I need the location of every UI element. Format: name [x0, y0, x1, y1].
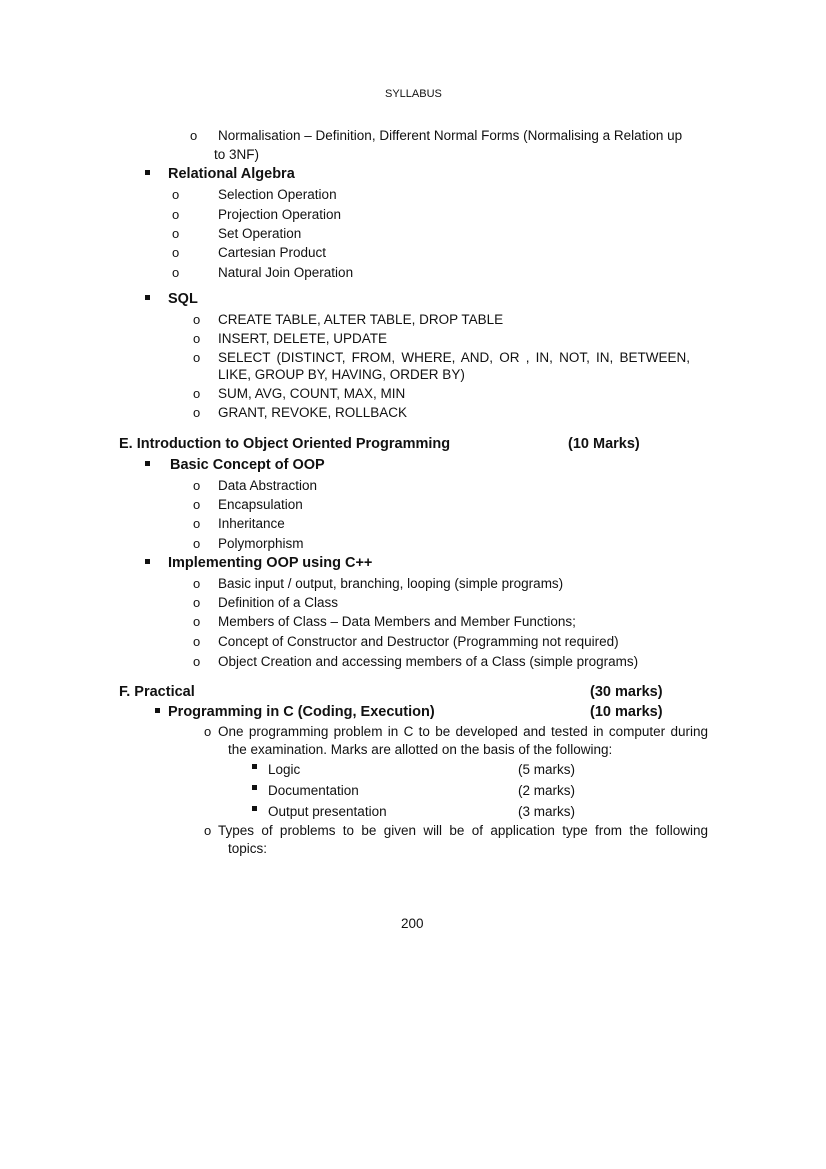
square-bullet-icon — [145, 559, 150, 564]
list-item: Object Creation and accessing members of a Class (simple programs) — [218, 654, 639, 669]
circle-bullet-icon: o — [193, 576, 201, 591]
list-item: Definition of a Class — [218, 595, 339, 610]
square-bullet-icon — [252, 785, 257, 790]
list-item: Data Abstraction — [218, 478, 318, 493]
circle-bullet-icon: o — [193, 654, 201, 669]
programming-in-c-heading: Programming in C (Coding, Execution) — [168, 704, 435, 720]
list-item: SELECT (DISTINCT, FROM, WHERE, AND, OR , IN, NOT, IN, BETWEEN, — [218, 350, 690, 365]
square-bullet-icon — [145, 461, 150, 466]
normalisation-line1: Normalisation – Definition, Different Normal Forms (Normalising a Relation up — [218, 128, 683, 143]
list-item: GRANT, REVOKE, ROLLBACK — [218, 405, 408, 420]
circle-bullet-icon: o — [193, 595, 201, 610]
circle-bullet-icon: o — [172, 265, 180, 280]
list-item: Selection Operation — [218, 187, 337, 202]
section-f-heading: F. Practical — [119, 684, 195, 700]
square-bullet-icon — [252, 764, 257, 769]
circle-bullet-icon: o — [193, 350, 201, 365]
list-item: Inheritance — [218, 516, 285, 531]
page-header: SYLLABUS — [385, 88, 442, 100]
types-line1: Types of problems to be given will be of application type from the following — [218, 823, 708, 838]
criteria-label: Documentation — [268, 783, 359, 798]
criteria-marks: (5 marks) — [518, 762, 575, 777]
section-e-marks: (10 Marks) — [568, 436, 640, 452]
circle-bullet-icon: o — [193, 331, 201, 346]
criteria-marks: (2 marks) — [518, 783, 575, 798]
list-item: Basic input / output, branching, looping (simple programs) — [218, 576, 564, 591]
circle-bullet-icon: o — [193, 516, 201, 531]
circle-bullet-icon: o — [193, 614, 201, 629]
circle-bullet-icon: o — [193, 497, 201, 512]
list-item: Natural Join Operation — [218, 265, 354, 280]
list-item: SUM, AVG, COUNT, MAX, MIN — [218, 386, 406, 401]
circle-bullet-icon: o — [172, 226, 180, 241]
list-item: Concept of Constructor and Destructor (Programming not required) — [218, 634, 619, 649]
criteria-marks: (3 marks) — [518, 804, 575, 819]
circle-bullet-icon: o — [190, 128, 198, 143]
types-line2: topics: — [228, 841, 268, 856]
section-f-marks: (30 marks) — [590, 684, 663, 700]
circle-bullet-icon: o — [172, 245, 180, 260]
relational-algebra-heading: Relational Algebra — [168, 166, 295, 182]
square-bullet-icon — [252, 806, 257, 811]
circle-bullet-icon: o — [193, 405, 201, 420]
criteria-label: Output presentation — [268, 804, 387, 819]
criteria-label: Logic — [268, 762, 301, 777]
section-e-heading: E. Introduction to Object Oriented Programming — [119, 436, 451, 452]
circle-bullet-icon: o — [193, 634, 201, 649]
list-item: Polymorphism — [218, 536, 304, 551]
circle-bullet-icon: o — [204, 724, 212, 739]
square-bullet-icon — [155, 708, 160, 713]
problem-line2: the examination. Marks are allotted on the basis of the following: — [228, 742, 613, 757]
circle-bullet-icon: o — [172, 187, 180, 202]
list-item: CREATE TABLE, ALTER TABLE, DROP TABLE — [218, 312, 504, 327]
circle-bullet-icon: o — [193, 312, 201, 327]
page-number: 200 — [401, 916, 424, 931]
normalisation-line2: to 3NF) — [214, 147, 260, 162]
list-item: Encapsulation — [218, 497, 303, 512]
sql-heading: SQL — [168, 291, 198, 307]
list-item-continuation: LIKE, GROUP BY, HAVING, ORDER BY) — [218, 367, 465, 382]
circle-bullet-icon: o — [193, 478, 201, 493]
square-bullet-icon — [145, 170, 150, 175]
implementing-oop-heading: Implementing OOP using C++ — [168, 555, 373, 571]
programming-in-c-marks: (10 marks) — [590, 704, 663, 720]
list-item: Projection Operation — [218, 207, 342, 222]
list-item: Set Operation — [218, 226, 302, 241]
circle-bullet-icon: o — [193, 386, 201, 401]
basic-concept-heading: Basic Concept of OOP — [170, 457, 325, 473]
problem-line1: One programming problem in C to be developed and tested in computer during — [218, 724, 708, 739]
list-item: INSERT, DELETE, UPDATE — [218, 331, 388, 346]
circle-bullet-icon: o — [193, 536, 201, 551]
list-item: Cartesian Product — [218, 245, 327, 260]
circle-bullet-icon: o — [172, 207, 180, 222]
circle-bullet-icon: o — [204, 823, 212, 838]
square-bullet-icon — [145, 295, 150, 300]
list-item: Members of Class – Data Members and Member Functions; — [218, 614, 576, 629]
